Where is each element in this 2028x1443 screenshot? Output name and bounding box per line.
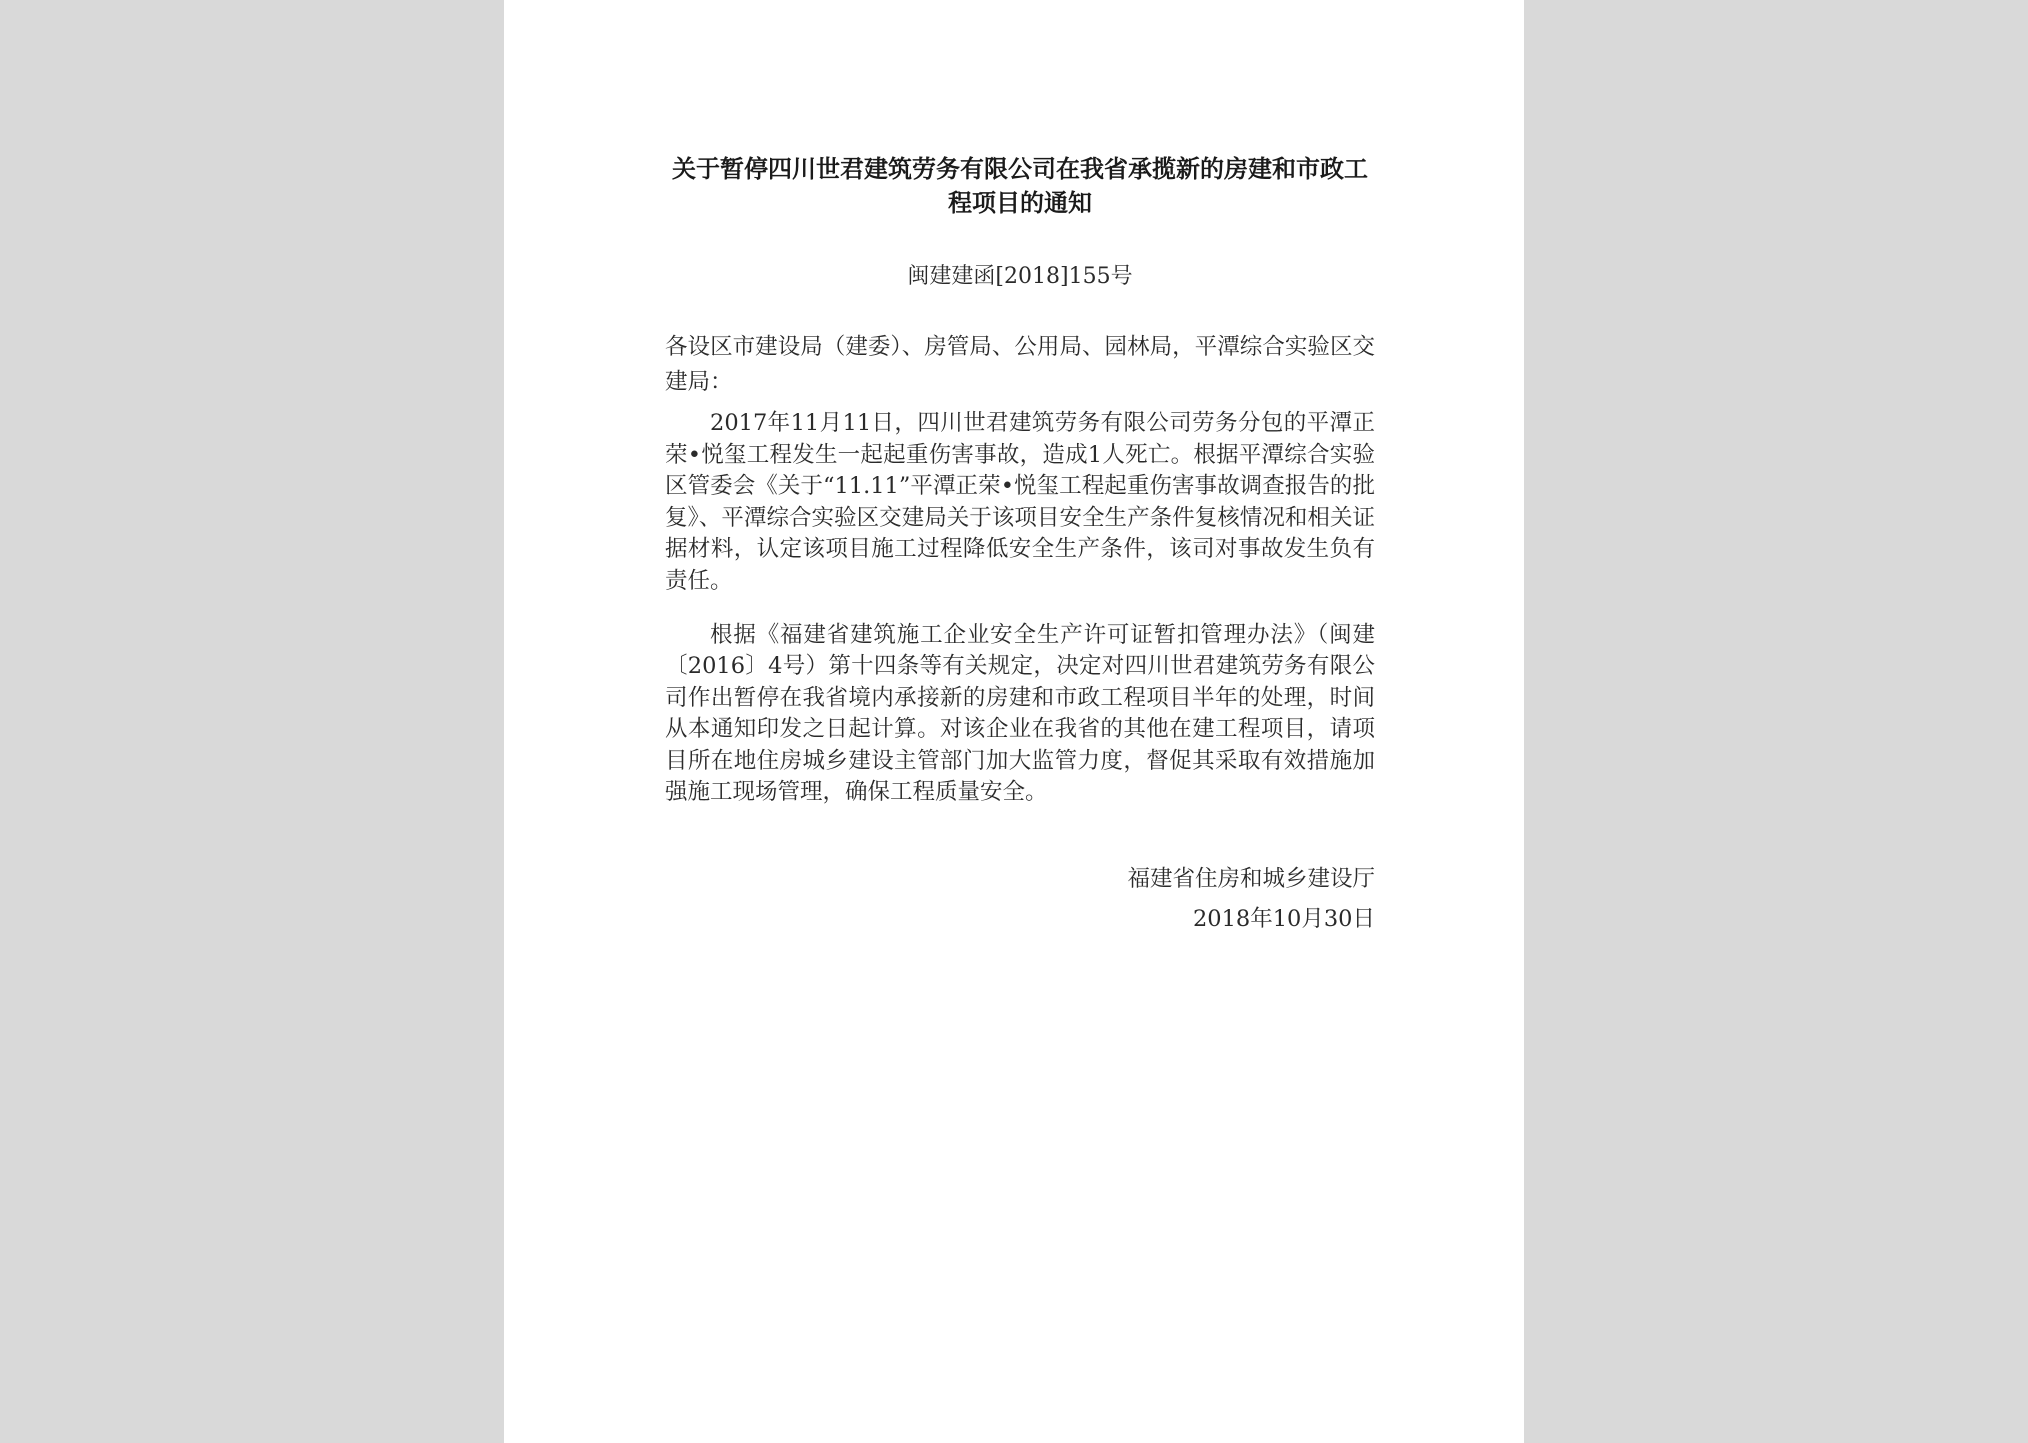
document-title: 关于暂停四川世君建筑劳务有限公司在我省承揽新的房建和市政工程项目的通知 — [672, 155, 1368, 217]
document-page — [504, 0, 1524, 1443]
paragraph: 根据《福建省建筑施工企业安全生产许可证暂扣管理办法》（闽建〔2016〕4号）第十四条等有关规定，决定对四川世君建筑劳务有限公司作出暂停在我省境内承接新的房建和市政工程项目半年的处理，时间从本通知印发之日起计算。对该企业在我省的其他在建工程项目，请项目所在地住房城乡建设主管部门加大监管力度，督促其采取有效措施加强施工现场管理，确保工程质量安全。 — [665, 621, 1375, 805]
salutation: 各设区市建设局（建委）、房管局、公用局、园林局，平潭综合实验区交建局： — [665, 334, 1375, 395]
document-number: 闽建建函[2018]155号 — [907, 264, 1133, 289]
document-body — [665, 152, 1375, 939]
issuer: 福建省住房和城乡建设厅 — [1127, 865, 1375, 892]
signature-block — [665, 859, 1375, 939]
issue-date: 2018年10月30日 — [1192, 905, 1375, 932]
paragraph: 2017年11月11日，四川世君建筑劳务有限公司劳务分包的平潭正荣•悦玺工程发生一起起重伤害事故，造成1人死亡。根据平潭综合实验区管委会《关于“11.11”平潭正荣•悦玺工程起重伤害事故调查报告的批复》、平潭综合实验区交建局关于该项目安全生产条件复核情况和相关证据材料，认定该项目施工过程降低安全生产条件，该司对事故发生负有责任。 — [665, 410, 1375, 594]
